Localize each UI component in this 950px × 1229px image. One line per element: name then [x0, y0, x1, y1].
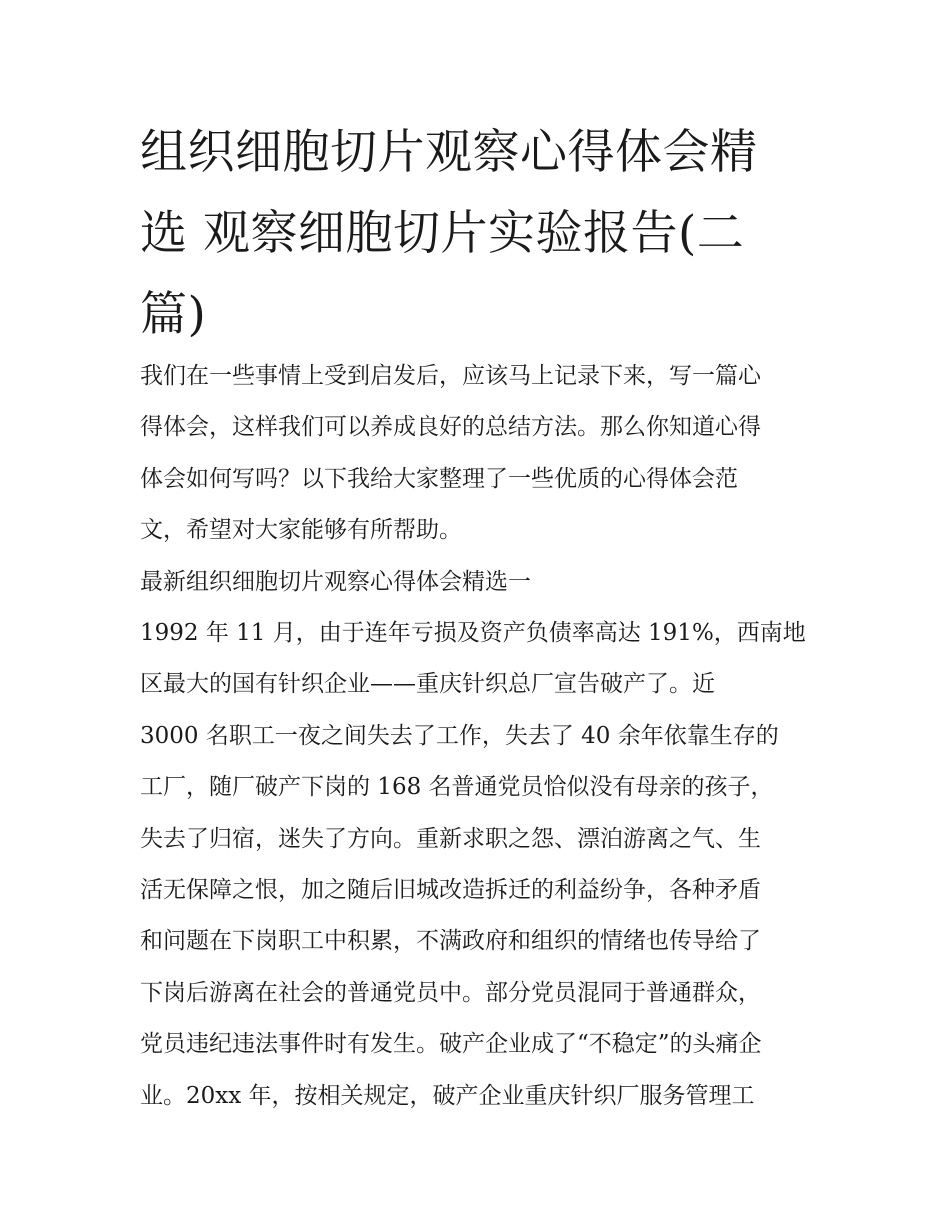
paragraph-line: 和问题在下岗职工中积累，不满政府和组织的情绪也传导给了: [140, 928, 761, 955]
intro-line: 我们在一些事情上受到启发后，应该马上记录下来，写一篇心: [140, 363, 761, 389]
title-line: 选 观察细胞切片实验报告(二: [140, 206, 745, 261]
intro-line: 文，希望对大家能够有所帮助。: [140, 517, 462, 544]
paragraph-line: 3000 名职工一夜之间失去了工作，失去了 40 余年依靠生存的: [140, 722, 779, 749]
paragraph-line: 工厂，随厂破产下岗的 168 名普通党员恰似没有母亲的孩子，: [140, 774, 774, 801]
paragraph-line: 1992 年 11 月，由于连年亏损及资产负债率高达 191%，西南地: [140, 620, 806, 647]
title-line: 篇): [140, 287, 207, 342]
paragraph-line: 党员违纪违法事件时有发生。破产企业成了“不稳定”的头痛企: [140, 1031, 762, 1058]
intro-line: 得体会，这样我们可以养成良好的总结方法。那么你知道心得: [140, 414, 761, 441]
document-title: [140, 112, 758, 355]
paragraph-line: 下岗后游离在社会的普通党员中。部分党员混同于普通群众，: [140, 979, 761, 1006]
paragraph-line: 失去了归宿，迷失了方向。重新求职之怨、漂泊游离之气、生: [140, 825, 761, 852]
document-body: [140, 351, 806, 1122]
title-line: 组织细胞切片观察心得体会精: [140, 125, 758, 180]
section-heading: 最新组织细胞切片观察心得体会精选一: [140, 568, 531, 595]
paragraph-line: 业。20xx 年，按相关规定，破产企业重庆针织厂服务管理工: [140, 1082, 755, 1109]
paragraph-line: 活无保障之恨，加之随后旧城改造拆迁的利益纷争，各种矛盾: [140, 877, 761, 904]
intro-line: 体会如何写吗？以下我给大家整理了一些优质的心得体会范: [140, 465, 738, 492]
paragraph-line: 区最大的国有针织企业——重庆针织总厂宣告破产了。近: [140, 671, 715, 698]
